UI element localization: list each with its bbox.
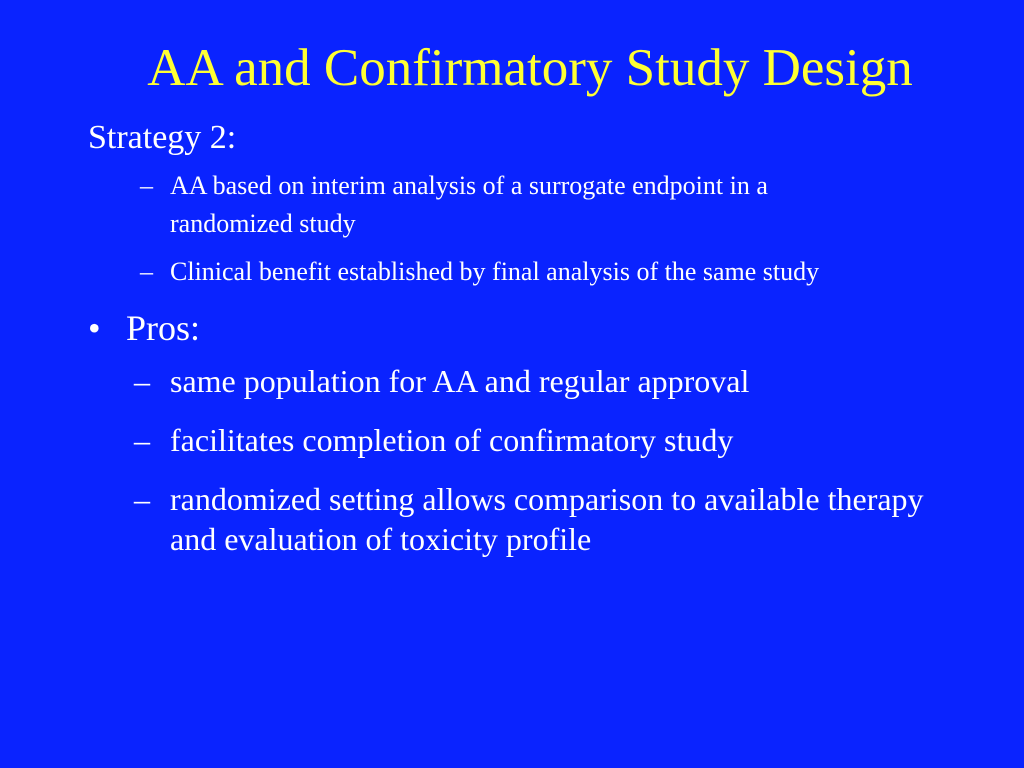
strategy-item xyxy=(88,167,830,243)
pros-item-text: randomized setting allows comparison to available therapy and evaluation of toxicity profile xyxy=(170,481,924,557)
strategy-item-text: Clinical benefit established by final analysis of the same study xyxy=(170,257,820,286)
dash-marker: – xyxy=(134,422,150,458)
pros-item-text: facilitates completion of confirmatory study xyxy=(170,422,734,458)
dash-marker: – xyxy=(134,363,150,399)
pros-item xyxy=(88,420,930,460)
bullet-marker: • xyxy=(88,308,101,348)
pros-item xyxy=(88,361,930,401)
pros-heading xyxy=(88,305,968,351)
slide-title: AA and Confirmatory Study Design xyxy=(147,39,913,97)
pros-item xyxy=(88,479,930,559)
strategy-item xyxy=(88,253,830,291)
pros-item-text: same population for AA and regular approval xyxy=(170,363,750,399)
dash-marker: – xyxy=(140,171,153,200)
strategy-list xyxy=(88,167,968,291)
dash-marker: – xyxy=(134,481,150,517)
pros-list xyxy=(88,361,968,559)
dash-marker: – xyxy=(140,257,153,286)
pros-label: Pros: xyxy=(126,308,201,348)
slide-content xyxy=(88,117,968,578)
strategy-item-text: AA based on interim analysis of a surrogate endpoint in a randomized study xyxy=(170,171,768,238)
strategy-label: Strategy 2: xyxy=(88,119,237,156)
